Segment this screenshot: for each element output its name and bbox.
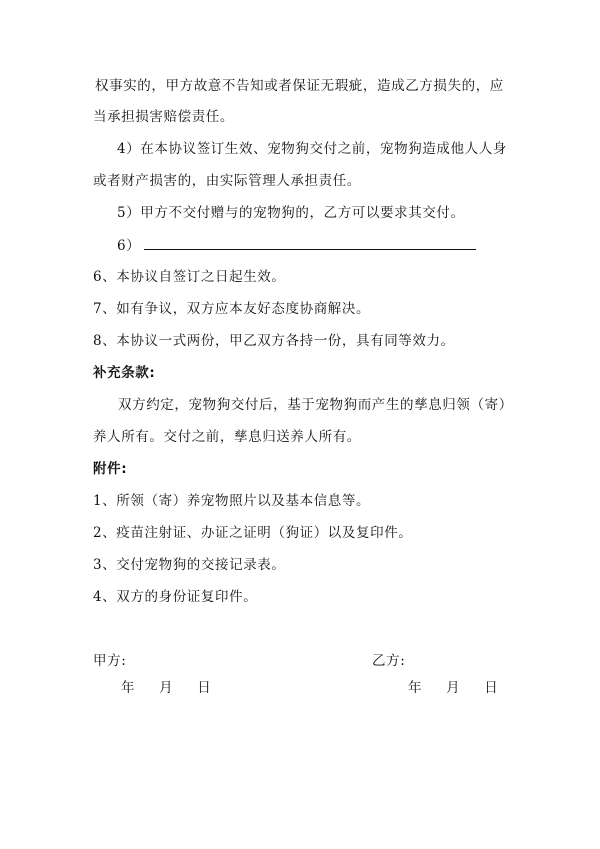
day-label: 日 [484,680,498,696]
article-6: 6、本协议自签订之日起生效。 [93,269,286,285]
supplement-line: 双方约定，宠物狗交付后，基于宠物狗而产生的孳息归领（寄） [118,397,513,413]
month-label: 月 [159,680,173,696]
party-b-signature: 乙方: [372,653,406,669]
month-label: 月 [446,680,460,696]
attachment-item: 2、疫苗注射证、办证之证明（狗证）以及复印件。 [93,525,413,541]
supplement-heading: 补充条款: [93,365,156,381]
clause-4: 4）在本协议签订生效、宠物狗交付之前，宠物狗造成他人人身 [117,141,507,157]
article-8: 8、本协议一式两份，甲乙双方各持一份，具有同等效力。 [93,333,455,349]
clause-6 [117,236,476,255]
clause-5: 5）甲方不交付赠与的宠物狗的，乙方可以要求其交付。 [117,205,465,221]
clause-6-label: 6） [117,238,141,254]
attachment-item: 4、双方的身份证复印件。 [93,589,258,605]
supplement-line: 养人所有。交付之前，孳息归送养人所有。 [93,429,361,445]
paragraph-line: 当承担损害赔偿责任。 [93,109,234,125]
article-7: 7、如有争议，双方应本友好态度协商解决。 [93,301,371,317]
fill-in-blank [144,236,476,250]
party-a-date [121,679,211,697]
attachment-item: 3、交付宠物狗的交接记录表。 [93,557,286,573]
attachment-item: 1、所领（寄）养宠物照片以及基本信息等。 [93,493,371,509]
paragraph-line: 或者财产损害的，由实际管理人承担责任。 [93,173,361,189]
year-label: 年 [121,680,135,696]
party-a-signature: 甲方: [93,653,127,669]
attachments-heading: 附件: [93,461,128,477]
paragraph-line: 权事实的，甲方故意不告知或者保证无瑕疵，造成乙方损失的，应 [95,78,504,94]
day-label: 日 [197,680,211,696]
party-b-date [408,679,498,697]
year-label: 年 [408,680,422,696]
